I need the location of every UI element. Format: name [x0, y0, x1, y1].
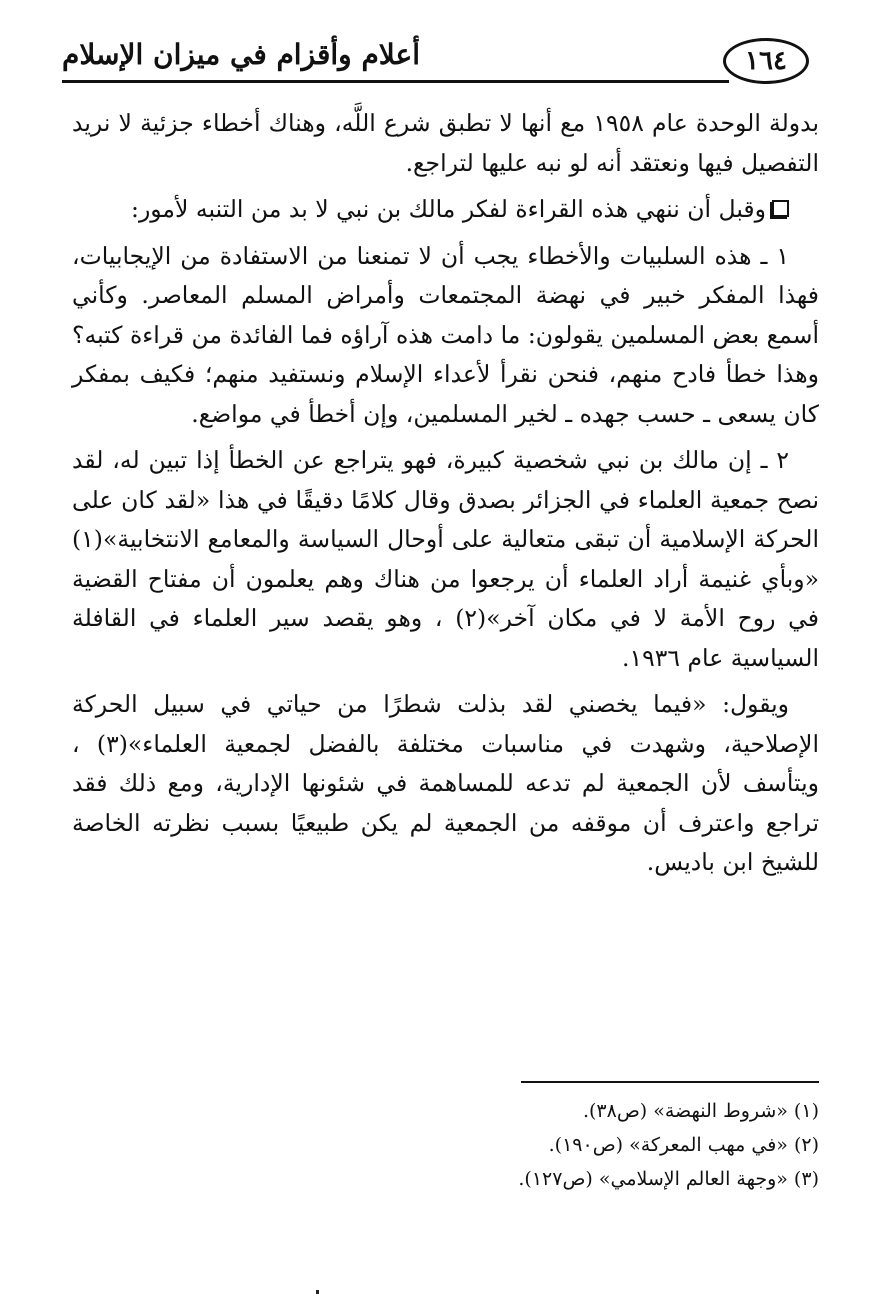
- paragraph-1: بدولة الوحدة عام ١٩٥٨ مع أنها لا تطبق شرع اللَّه، وهناك أخطاء جزئية لا نريد التفصيل فيها ونعتقد أنه لو نبه عليها لتراجع.: [72, 109, 819, 177]
- paragraph-5: ويقول: «فيما يخصني لقد بذلت شطرًا من حياتي في سبيل الحركة الإصلاحية، وشهدت في مناسبات مختلفة بالفضل لجمعية العلماء»(٣) ، ويتأسف لأن الجمعية لم تدعه للمساهمة في شئونها الإدارية، ومع ذلك فقد تراجع واعترف أن موقفه من الجمعية لم يكن طبيعيًا بسبب نظرته الخاصة للشيخ ابن باديس.: [72, 690, 819, 876]
- page-header: [62, 30, 829, 92]
- footnotes: [72, 1094, 819, 1196]
- paragraph-2: [72, 190, 819, 230]
- paragraph-4: ٢ ـ إن مالك بن نبي شخصية كبيرة، فهو يتراجع عن الخطأ إذا تبين له، لقد نصح جمعية العلماء في الجزائر بصدق وقال كلامًا دقيقًا في هذا «لقد كان على الحركة الإسلامية أن تبقى متعالية على أوحال السياسة والمعامع الانتخابية»(١) «وبأي غنيمة أراد العلماء أن يرجعوا من هناك وهم يعلمون أن مفتاح القضية في روح الأمة لا في مكان آخر»(٢) ، وهو يقصد سير العلماء في القافلة السياسية عام ١٩٣٦.: [72, 446, 819, 672]
- footnote-1: (١) «شروط النهضة» (ص٣٨).: [582, 1100, 819, 1122]
- footnote-separator: [521, 1081, 819, 1083]
- body-text: [72, 104, 819, 890]
- footnote-2: (٢) «في مهب المعركة» (ص١٩٠).: [548, 1134, 819, 1156]
- page-number: ١٦٤: [723, 38, 809, 84]
- footnote-3: (٣) «وجهة العالم الإسلامي» (ص١٢٧).: [518, 1168, 819, 1190]
- running-title: أعلام وأقزام في ميزان الإسلام: [62, 38, 420, 71]
- header-rule: [62, 80, 729, 83]
- scan-speck: [316, 1290, 319, 1294]
- square-bullet-icon: [772, 200, 789, 217]
- paragraph-3: ١ ـ هذه السلبيات والأخطاء يجب أن لا تمنعنا من الاستفادة من الإيجابيات، فهذا المفكر خبير في نهضة المجتمعات وأمراض المسلم المعاصر. وكأني أسمع بعض المسلمين يقولون: ما دامت هذه آراؤه فما الفائدة من قراءة كتبه؟ وهذا خطأ فادح منهم، فنحن نقرأ لأعداء الإسلام ونستفيد منهم؛ فكيف بمفكر كان يسعى ـ حسب جهده ـ لخير المسلمين، وإن أخطأ في مواضع.: [72, 241, 819, 428]
- paragraph-2-text: وقبل أن ننهي هذه القراءة لفكر مالك بن نبي لا بد من التنبه لأمور:: [131, 195, 766, 223]
